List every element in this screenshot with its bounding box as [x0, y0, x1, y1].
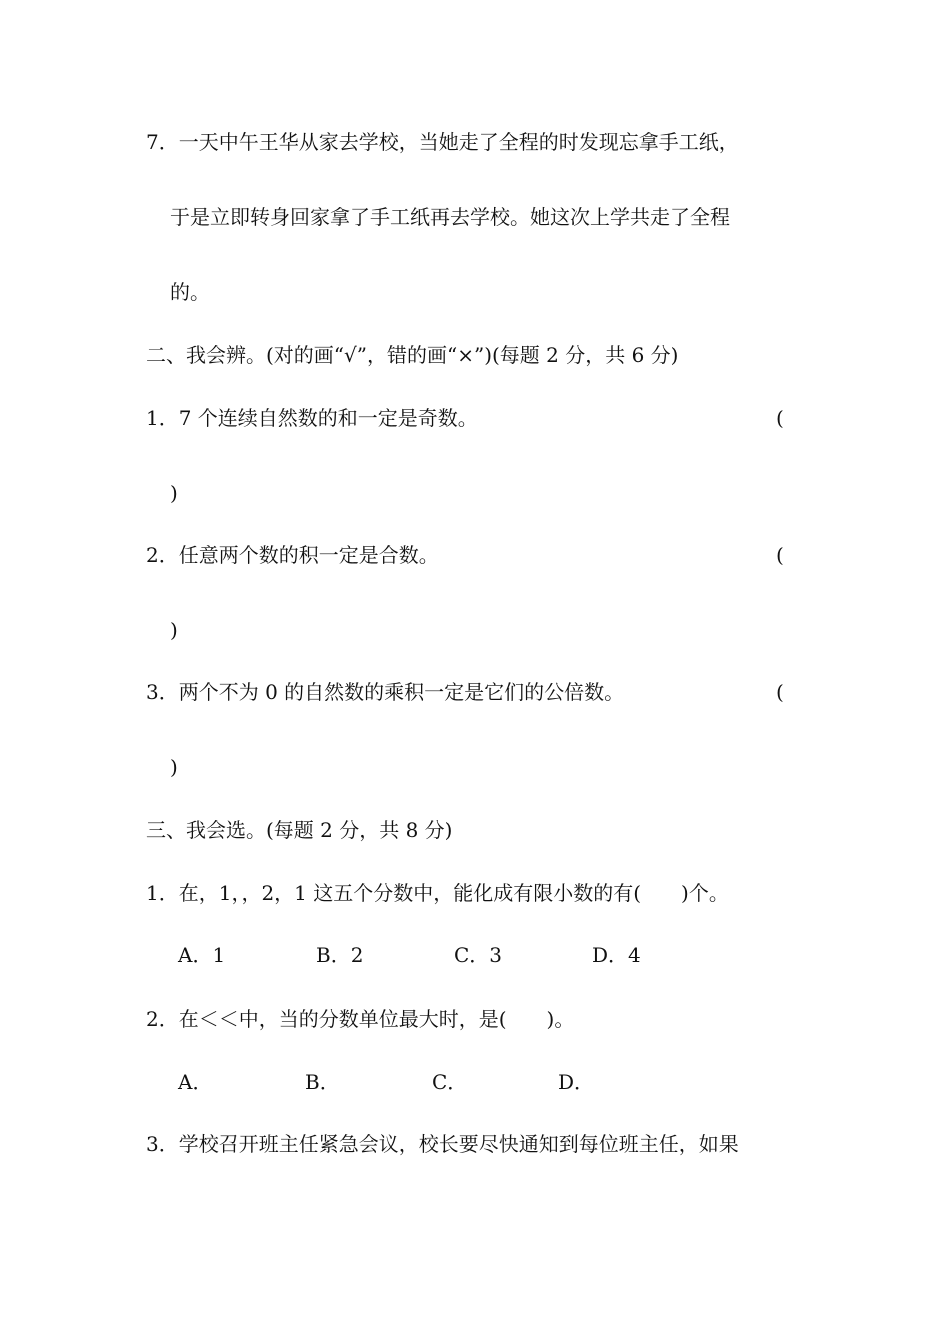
judge-item-1-open-paren: (: [776, 406, 784, 430]
judge-item-2-open-paren: (: [776, 543, 784, 567]
choice-q1-option-c: C．3: [454, 943, 503, 967]
choice-q2-text: 2．在＜＜中，当的分数单位最大时，是( )。: [146, 1007, 575, 1031]
section-2-heading: 二、我会辨。(对的画“√”，错的画“×”)(每题 2 分，共 6 分): [146, 343, 679, 367]
judge-item-3-text: 3．两个不为 0 的自然数的乘积一定是它们的公倍数。: [146, 680, 625, 704]
choice-q2-option-c: C．: [432, 1070, 468, 1094]
judge-item-1-close-paren: ): [170, 481, 178, 505]
choice-q1-option-b: B．2: [316, 943, 364, 967]
judge-item-3-open-paren: (: [776, 680, 784, 704]
choice-q3-text: 3．学校召开班主任紧急会议，校长要尽快通知到每位班主任，如果: [146, 1132, 739, 1156]
judge-item-2-close-paren: ): [170, 618, 178, 642]
judge-item-2-text: 2．任意两个数的积一定是合数。: [146, 543, 439, 567]
choice-q1-option-a: A．1: [178, 943, 226, 967]
choice-q1-option-d: D．4: [592, 943, 641, 967]
choice-q2-option-b: B．: [305, 1070, 340, 1094]
judge-item-3-close-paren: ): [170, 755, 178, 779]
choice-q2-option-a: A．: [178, 1070, 213, 1094]
problem-7-line-1: 7．一天中午王华从家去学校，当她走了全程的时发现忘拿手工纸，: [146, 130, 739, 154]
problem-7-line-2: 于是立即转身回家拿了手工纸再去学校。她这次上学共走了全程: [170, 205, 730, 229]
choice-q1-text: 1．在，1，，2，1 这五个分数中，能化成有限小数的有( )个。: [146, 881, 729, 905]
judge-item-1-text: 1．7 个连续自然数的和一定是奇数。: [146, 406, 478, 430]
problem-7-line-3: 的。: [170, 280, 210, 304]
choice-q2-option-d: D．: [558, 1070, 595, 1094]
section-3-heading: 三、我会选。(每题 2 分，共 8 分): [146, 818, 453, 842]
